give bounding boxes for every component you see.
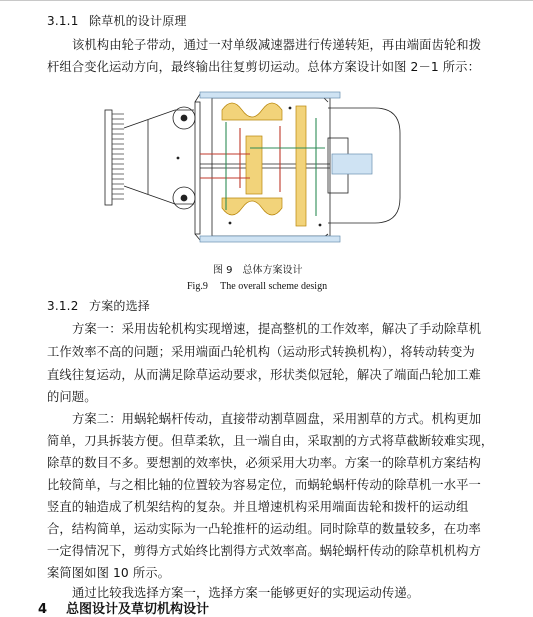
page-top-border xyxy=(0,0,533,1)
section-title: 方案的选择 xyxy=(89,299,151,313)
paragraph-3-line: 比较简单，与之相比轴的位置较为容易定位，而蜗轮蜗杆传动的除草机一水平一 xyxy=(47,478,481,492)
section-heading-3-1-2 xyxy=(47,297,150,314)
paragraph-3-line: 一定得情况下，剪得方式始终比割得方式效率高。蜗轮蜗杆传动的除草机机构方 xyxy=(47,544,481,558)
section-title: 除草机的设计原理 xyxy=(89,14,187,28)
paragraph-2-line: 直线往复运动，从而满足除草运动要求，形状类似冠轮，解决了端面凸轮加工难 xyxy=(47,368,481,382)
paragraph-2-line: 工作效率不高的问题；采用端面凸轮机构（运动形式转换机构），将转动转变为 xyxy=(47,345,475,359)
paragraph-1-line: 杆组合变化运动方向，最终输出往复剪切运动。总体方案设计如图 2－1 所示： xyxy=(47,60,480,74)
paragraph-3-line: 除草的数目不多。要想割的效率快，必须采用大功率。方案一的除草机方案结构 xyxy=(47,456,481,470)
section-number: 4 xyxy=(38,602,48,617)
figure-caption-en: Fig.9 The overall scheme design xyxy=(187,281,328,292)
section-title: 总图设计及草切机构设计 xyxy=(66,602,210,617)
paragraph-1-line: 该机构由轮子带动，通过一对单级减速器进行传递转矩，再由端面齿轮和拨 xyxy=(72,38,482,52)
paragraph-3-line: 合，结构简单，运动实际为一凸轮推杆的运动组。同时除草的数量较多，在功率 xyxy=(47,522,481,536)
paragraph-3-line: 案简图如图 10 所示。 xyxy=(47,566,171,580)
section-heading-4 xyxy=(38,598,209,617)
figure-caption-cn: 图 9 总体方案设计 xyxy=(213,265,303,276)
paragraph-3-line: 方案二：用蜗轮蜗杆传动，直接带动割草圆盘，采用割草的方式。机构更加 xyxy=(72,412,482,426)
section-number: 3.1.2 xyxy=(47,299,79,313)
paragraph-2-line: 方案一：采用齿轮机构实现增速，提高整机的工作效率，解决了手动除草机 xyxy=(72,322,482,336)
paragraph-2-line: 的问题。 xyxy=(47,390,97,404)
paragraph-3-line: 简单，刀具拆装方便。但草柔软，且一端自由，采取割的方式将草截断较难实现， xyxy=(47,434,494,448)
section-heading-3-1-1 xyxy=(47,12,187,29)
section-number: 3.1.1 xyxy=(47,14,79,28)
comb-bar xyxy=(105,110,112,205)
paragraph-3-line: 竖直的轴造成了机架结构的复杂。并且增速机构采用端面齿轮和拨杆的运动组 xyxy=(47,500,469,514)
paragraph-4-line: 通过比较我选择方案一，选择方案一能够更好的实现运动传递。 xyxy=(72,586,420,600)
overall-scheme-drawing xyxy=(100,88,410,256)
